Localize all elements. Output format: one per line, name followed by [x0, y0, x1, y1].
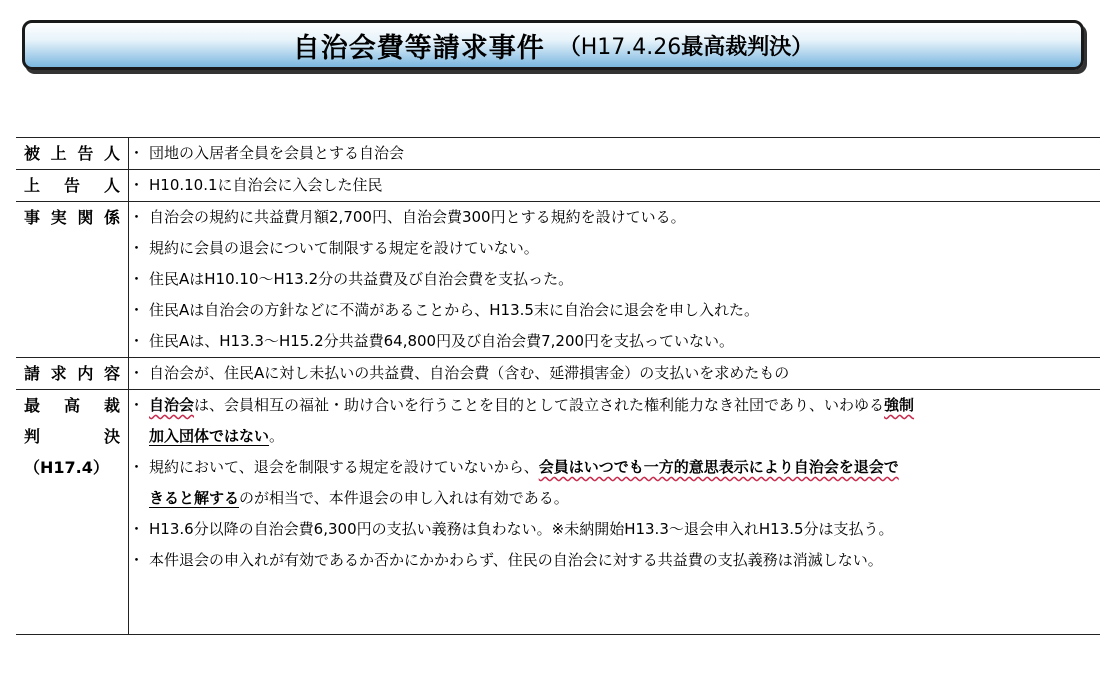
list-item: ・ 自治会が、住民Aに対し未払いの共益費、自治会費（含む、延滞損害金）の支払いを求めたもの [129, 364, 790, 382]
list-item: ・ 住民Aは自治会の方針などに不満があることから、H13.5末に自治会に退会を申し入れた。 [129, 301, 759, 319]
title-court: 最高裁判決） [681, 34, 814, 60]
row-appellant [16, 170, 1100, 202]
label-claim: 請 求 内 容 [16, 358, 129, 390]
label-appellant: 上 告 人 [16, 170, 129, 202]
content-ruling [129, 390, 1101, 635]
content-respondent [129, 138, 1101, 170]
list-item: ・ 規約において、退会を制限する規定を設けていないから、会員はいつでも一方的意思表示により自治会を退会で [129, 458, 899, 476]
list-item: ・ H13.6分以降の自治会費6,300円の支払い義務は負わない。※未納開始H13.3〜退会申入れH13.5分は支払う。 [129, 520, 894, 538]
list-item-continuation: 加入団体ではない。 [149, 427, 285, 445]
row-facts [16, 202, 1100, 358]
label-respondent: 被 上 告 人 [16, 138, 129, 170]
row-ruling [16, 390, 1100, 635]
case-table [16, 137, 1100, 635]
list-item: ・ 規約に会員の退会について制限する規定を設けていない。 [129, 239, 539, 257]
label-facts: 事 実 関 係 [16, 202, 129, 358]
list-item: ・ 団地の入居者全員を会員とする自治会 [129, 144, 405, 162]
row-claim [16, 358, 1100, 390]
list-item: ・ 自治会の規約に共益費月額2,700円、自治会費300円とする規約を設けている。 [129, 208, 686, 226]
list-item: ・ 住民AはH10.10〜H13.2分の共益費及び自治会費を支払った。 [129, 270, 574, 288]
title-date: H17.4.26 [580, 34, 682, 60]
content-claim [129, 358, 1101, 390]
list-item: ・ H10.10.1に自治会に入会した住民 [129, 176, 383, 194]
page-title: 自治会費等請求事件 [292, 32, 545, 64]
list-item: ・ 自治会は、会員相互の福祉・助け合いを行うことを目的として設立された権利能力なき社団であり、いわゆる強制 [129, 396, 915, 414]
row-respondent [16, 138, 1100, 170]
title-subtitle: （H17.4.26最高裁判決） [558, 34, 814, 60]
content-facts [129, 202, 1101, 358]
list-item-continuation: きると解するのが相当で、本件退会の申し入れは有効である。 [149, 489, 569, 507]
label-ruling: 最 高 裁 判 決 （H17.4） [16, 390, 129, 635]
title-banner [22, 20, 1084, 70]
list-item: ・ 住民Aは、H13.3〜H15.2分共益費64,800円及び自治会費7,200円を支払っていない。 [129, 332, 735, 350]
list-item: ・ 本件退会の申入れが有効であるか否かにかかわらず、住民の自治会に対する共益費の支払義務は消滅しない。 [129, 551, 883, 569]
content-appellant [129, 170, 1101, 202]
